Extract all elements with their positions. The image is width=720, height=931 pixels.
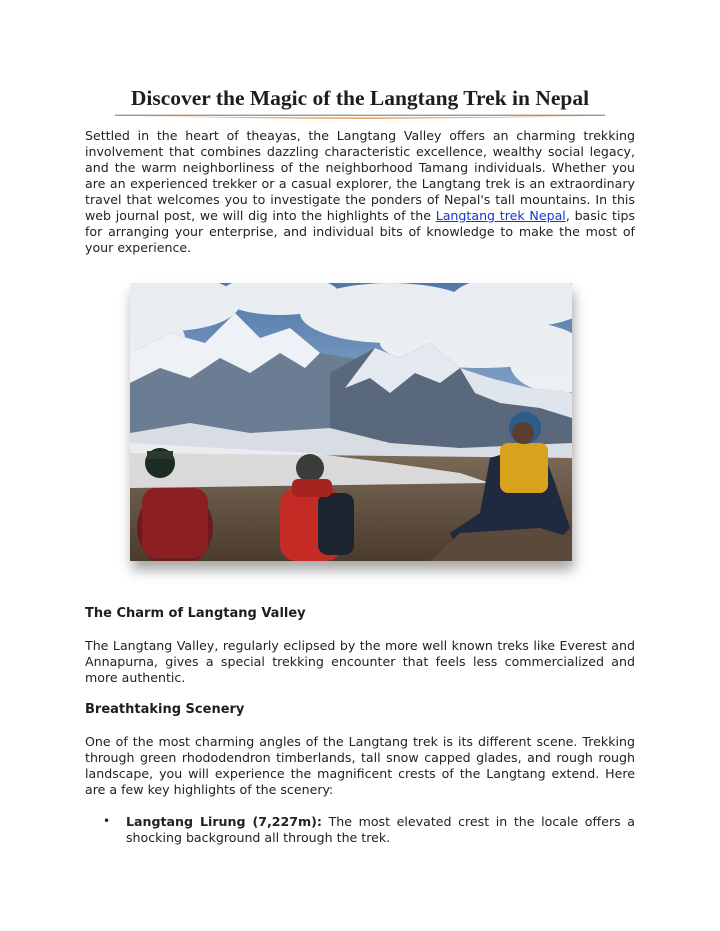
bullet-marker: • — [103, 814, 111, 828]
trekkers-mountain-photo — [130, 283, 572, 561]
article-title: Discover the Magic of the Langtang Trek in Nepal — [130, 86, 590, 110]
intro-text-start: Settled in the heart of theayas, the Langtang Valley offers an charming trekking involvement that combines dazzling characteristic excellence, wealthy social legacy, and the warm neighborliness of the neighborhood Tamang individuals. Whether you are an experienced trekker or a casual explorer, the Langtang trek is an extraordinary travel that welcomes you to investigate the ponders of Nepal's tall mountains. In this web journal post, we will dig into the highlights of the — [85, 128, 635, 223]
heading-breathtaking-scenery: Breathtaking Scenery — [85, 702, 245, 717]
bullet-text — [126, 814, 635, 846]
intro-text-end: , basic tips for arranging your enterprise, and individual bits of knowledge to make the most of your experience. — [85, 208, 636, 255]
intro-paragraph — [85, 128, 635, 256]
heading-charm-of-langtang: The Charm of Langtang Valley — [85, 606, 306, 621]
title-underline-decoration — [113, 114, 607, 121]
bullet-description: The most elevated crest in the locale offers a shocking background all through the trek. — [126, 814, 635, 845]
bullet-label: Langtang Lirung (7,227m): — [126, 814, 322, 829]
photo-illustration — [130, 283, 572, 561]
charm-paragraph: The Langtang Valley, regularly eclipsed by the more well known treks like Everest and Annapurna, gives a special trekking encounter that feels less commercialized and more authentic. — [85, 638, 635, 685]
langtang-trek-link[interactable]: Langtang trek Nepal — [435, 208, 566, 223]
scenery-paragraph: One of the most charming angles of the Langtang trek is its different scene. Trekking through green rhododendron timberlands, tall snow capped glades, and rough rough landscape, you will experience the magnificent crests of the Langtang extend. Here are a few key highlights of the scenery: — [85, 734, 635, 797]
